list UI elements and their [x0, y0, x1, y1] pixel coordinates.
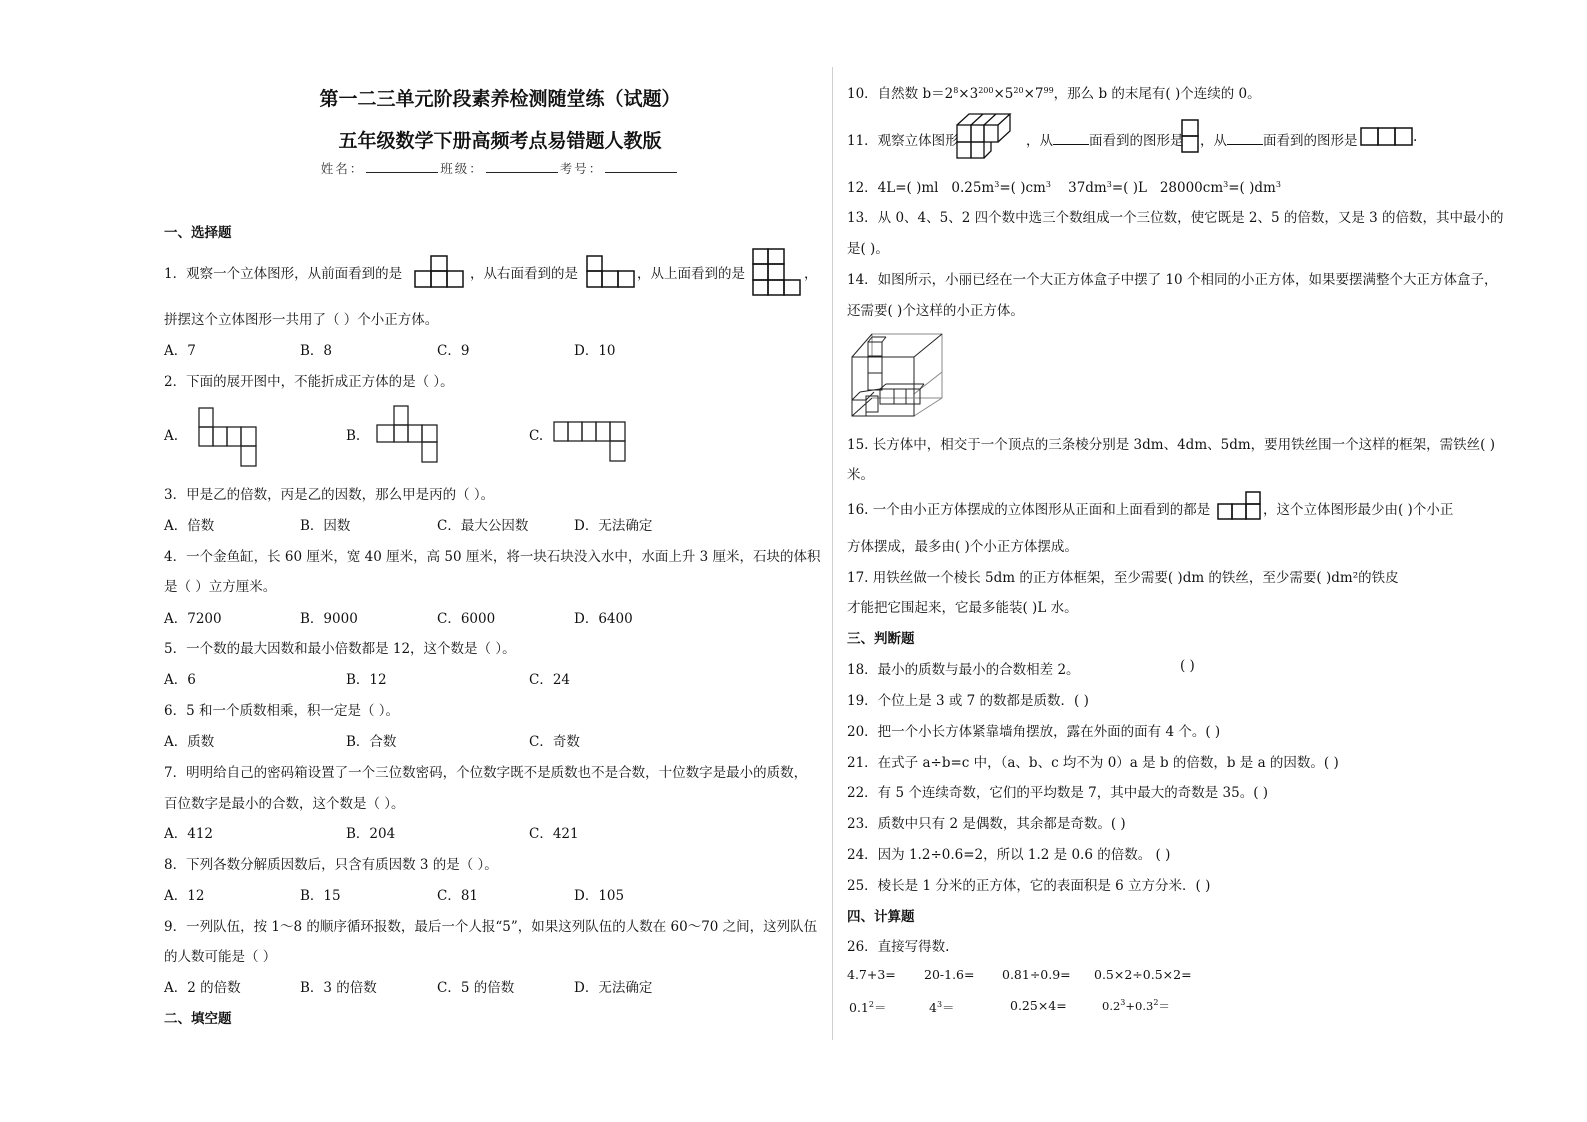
question-6: 6．5 和一个质数相乘，积一定是（ ）。 [164, 703, 400, 719]
q2-option-b[interactable]: B. [346, 428, 361, 444]
question-5: 5．一个数的最大因数和最小倍数都是 12，这个数是（ ）。 [164, 641, 516, 657]
q4-option-a[interactable]: A．7200 [164, 611, 222, 627]
question-16-part2: ，这个立体图形最少由( )个小正 [1263, 502, 1454, 518]
question-13-line2: 是( )。 [847, 241, 889, 257]
calc-item: $0.1^2=$ [849, 1000, 887, 1015]
right-view-figure [586, 255, 636, 288]
q1-option-d[interactable]: D．10 [574, 343, 616, 359]
question-15-line1: 15. 长方体中，相交于一个顶点的三条棱分别是 3dm、4dm、5dm，要用铁丝围一个这样的框架，需铁丝( ) [847, 437, 1495, 453]
class-field[interactable] [486, 160, 558, 173]
q1-option-a[interactable]: A．7 [164, 343, 196, 359]
question-17-line1: 17. 用铁丝做一个棱长 5dm 的正方体框架，至少需要( )dm 的铁丝，至少需要( )dm²的铁皮 [847, 570, 1399, 586]
section-heading-calc: 四、计算题 [847, 909, 915, 925]
calc-item: 0.25×4= [1010, 998, 1067, 1013]
q8-option-a[interactable]: A．12 [164, 888, 205, 904]
question-26: 26．直接写得数. [847, 939, 950, 955]
q7-option-a[interactable]: A．412 [164, 826, 214, 842]
question-10: 10．自然数 $b=2^8\times 3^{200}\times 5^{20}\times 7^{99}$，那么 b 的末尾有( )个连续的 0。 [847, 86, 1261, 102]
question-12: 12．4L=( )ml $0.25m^3=$( )$cm^3$ $37dm^3=$( )L $28000cm^3=$( )$dm^3$ [847, 180, 1281, 196]
exam-subtitle: 五年级数学下册高频考点易错题人教版 [338, 130, 662, 152]
q9-option-d[interactable]: D．无法确定 [574, 980, 653, 996]
calc-item: 4.7+3= [847, 967, 896, 982]
question-7-line2: 百位数字是最小的合数，这个数是（ ）。 [164, 796, 405, 812]
q6-option-a[interactable]: A．质数 [164, 734, 215, 750]
blank-view-2[interactable] [1227, 132, 1263, 145]
cube-net-a-figure [197, 406, 277, 468]
question-4-line1: 4．一个金鱼缸，长 60 厘米，宽 40 厘米，高 50 厘米，将一块石块没入水中，水面上升 3 厘米，石块的体积 [164, 549, 821, 565]
question-15-line2: 米。 [847, 467, 874, 483]
front-view-figure-q11 [1360, 127, 1416, 147]
calc-item: $0.2^3+0.3^2=$ [1102, 998, 1170, 1013]
question-23: 23．质数中只有 2 是偶数，其余都是奇数。( ) [847, 816, 1126, 832]
q8-option-d[interactable]: D．105 [574, 888, 625, 904]
exam-title: 第一二三单元阶段素养检测随堂练（试题） [319, 88, 681, 110]
calc-item: 0.81÷0.9= [1002, 967, 1071, 982]
q3-option-c[interactable]: C．最大公因数 [437, 518, 529, 534]
question-1-line2: 拼摆这个立体图形一共用了（ ）个小正方体。 [164, 312, 439, 328]
cube-net-b-figure [374, 404, 454, 466]
q3-option-a[interactable]: A．倍数 [164, 518, 215, 534]
q1-option-b[interactable]: B．8 [300, 343, 333, 359]
question-13-line1: 13．从 0、4、5、2 四个数中选三个数组成一个三位数，使它既是 2、5 的倍数，又是 3 的倍数，其中最小的 [847, 210, 1504, 226]
q9-option-b[interactable]: B．3 的倍数 [300, 980, 377, 996]
exam-no-field[interactable] [605, 160, 677, 173]
question-11-part2: ，从 面看到的图形是 [1026, 133, 1184, 149]
side-view-figure-q11 [1181, 119, 1201, 155]
q2-option-c[interactable]: C. [529, 428, 544, 444]
q2-option-a[interactable]: A. [164, 428, 179, 444]
question-11-part6: . [1413, 129, 1418, 145]
section-heading-choice: 一、选择题 [164, 225, 232, 241]
q5-option-b[interactable]: B．12 [346, 672, 387, 688]
question-1-line1: 1．观察一个立体图形，从前面看到的是 [164, 266, 403, 282]
question-8: 8．下列各数分解质因数后，只含有质因数 3 的是（ ）。 [164, 857, 498, 873]
question-11-part1: 11．观察立体图形 [847, 133, 959, 149]
question-9-line1: 9．一列队伍，按 1～8 的顺序循环报数，最后一个人报“5”，如果这列队伍的人数在 60～70 之间，这列队伍 [164, 919, 818, 935]
q7-option-b[interactable]: B．204 [346, 826, 396, 842]
question-2: 2．下面的展开图中，不能折成正方体的是（ ）。 [164, 374, 454, 390]
q4-option-b[interactable]: B．9000 [300, 611, 358, 627]
name-field[interactable] [366, 160, 438, 173]
question-19: 19．个位上是 3 或 7 的数都是质数．( ) [847, 693, 1089, 709]
calc-item: $4^3=$ [929, 1000, 955, 1015]
question-25: 25．棱长是 1 分米的正方体，它的表面积是 6 立方分米．( ) [847, 878, 1211, 894]
section-heading-fill: 二、填空题 [164, 1011, 232, 1027]
exam-no-label: 考号： [559, 161, 604, 176]
solid-figure-q11 [955, 112, 1027, 160]
q1-option-c[interactable]: C．9 [437, 343, 470, 359]
question-11-part4: ，从 面看到的图形是 [1200, 133, 1358, 149]
q5-option-c[interactable]: C．24 [529, 672, 571, 688]
q3-option-d[interactable]: D．无法确定 [574, 518, 653, 534]
top-view-figure [752, 248, 802, 296]
q8-option-b[interactable]: B．15 [300, 888, 341, 904]
q6-option-c[interactable]: C．奇数 [529, 734, 580, 750]
class-label: 班级： [440, 161, 484, 176]
question-21: 21．在式子 a÷b=c 中，（a、b、c 均不为 0）a 是 b 的倍数，b 是 a 的因数。( ) [847, 755, 1339, 771]
question-16-line2: 方体摆成，最多由( )个小正方体摆成。 [847, 539, 1078, 555]
view-figure-q16 [1217, 491, 1265, 521]
question-7-line1: 7．明明给自己的密码箱设置了一个三位数密码，个位数字既不是质数也不是合数，十位数字是最小的质数， [164, 765, 808, 781]
q3-option-b[interactable]: B．因数 [300, 518, 351, 534]
calc-item: 20-1.6= [924, 967, 975, 982]
question-14-line2: 还需要( )个这样的小正方体。 [847, 303, 1024, 319]
question-17-line2: 才能把它围起来，它最多能装( )L 水。 [847, 600, 1078, 616]
blank-view-1[interactable] [1053, 132, 1089, 145]
question-22: 22．有 5 个连续奇数，它们的平均数是 7，其中最大的奇数是 35。( ) [847, 785, 1269, 801]
q9-option-c[interactable]: C．5 的倍数 [437, 980, 515, 996]
calc-item: 0.5×2÷0.5×2= [1094, 967, 1192, 982]
question-18-answer-paren[interactable]: ( ) [1180, 658, 1195, 674]
question-24: 24．因为 1.2÷0.6=2，所以 1.2 是 0.6 的倍数。 ( ) [847, 847, 1171, 863]
question-1-part2: ，从右面看到的是 [470, 266, 578, 282]
question-18: 18．最小的质数与最小的合数相差 2。 [847, 662, 1080, 678]
question-20: 20．把一个小长方体紧靠墙角摆放，露在外面的面有 4 个。( ) [847, 724, 1221, 740]
question-3: 3．甲是乙的倍数，丙是乙的因数，那么甲是丙的（ ）。 [164, 487, 495, 503]
section-heading-judge: 三、判断题 [847, 631, 915, 647]
student-info-row [160, 159, 840, 177]
q4-option-c[interactable]: C．6000 [437, 611, 496, 627]
question-14-line1: 14．如图所示，小丽已经在一个大正方体盒子中摆了 10 个相同的小正方体，如果要摆满整个大正方体盒子， [847, 272, 1498, 288]
question-1-part4: ， [804, 266, 818, 282]
q4-option-d[interactable]: D．6400 [574, 611, 633, 627]
q6-option-b[interactable]: B．合数 [346, 734, 397, 750]
q8-option-c[interactable]: C．81 [437, 888, 479, 904]
question-1-part3: ，从上面看到的是 [637, 266, 745, 282]
question-4-line2: 是（ ）立方厘米。 [164, 579, 277, 595]
q5-option-a[interactable]: A．6 [164, 672, 196, 688]
q7-option-c[interactable]: C．421 [529, 826, 579, 842]
column-divider [832, 67, 833, 1040]
q9-option-a[interactable]: A．2 的倍数 [164, 980, 241, 996]
cube-box-figure-q14 [850, 332, 946, 418]
front-view-figure [414, 255, 466, 288]
question-16-part1: 16. 一个由小正方体摆成的立体图形从正面和上面看到的都是 [847, 502, 1211, 518]
question-9-line2: 的人数可能是（ ） [164, 949, 277, 965]
name-label: 姓名： [320, 161, 365, 176]
cube-net-c-figure [552, 420, 652, 464]
